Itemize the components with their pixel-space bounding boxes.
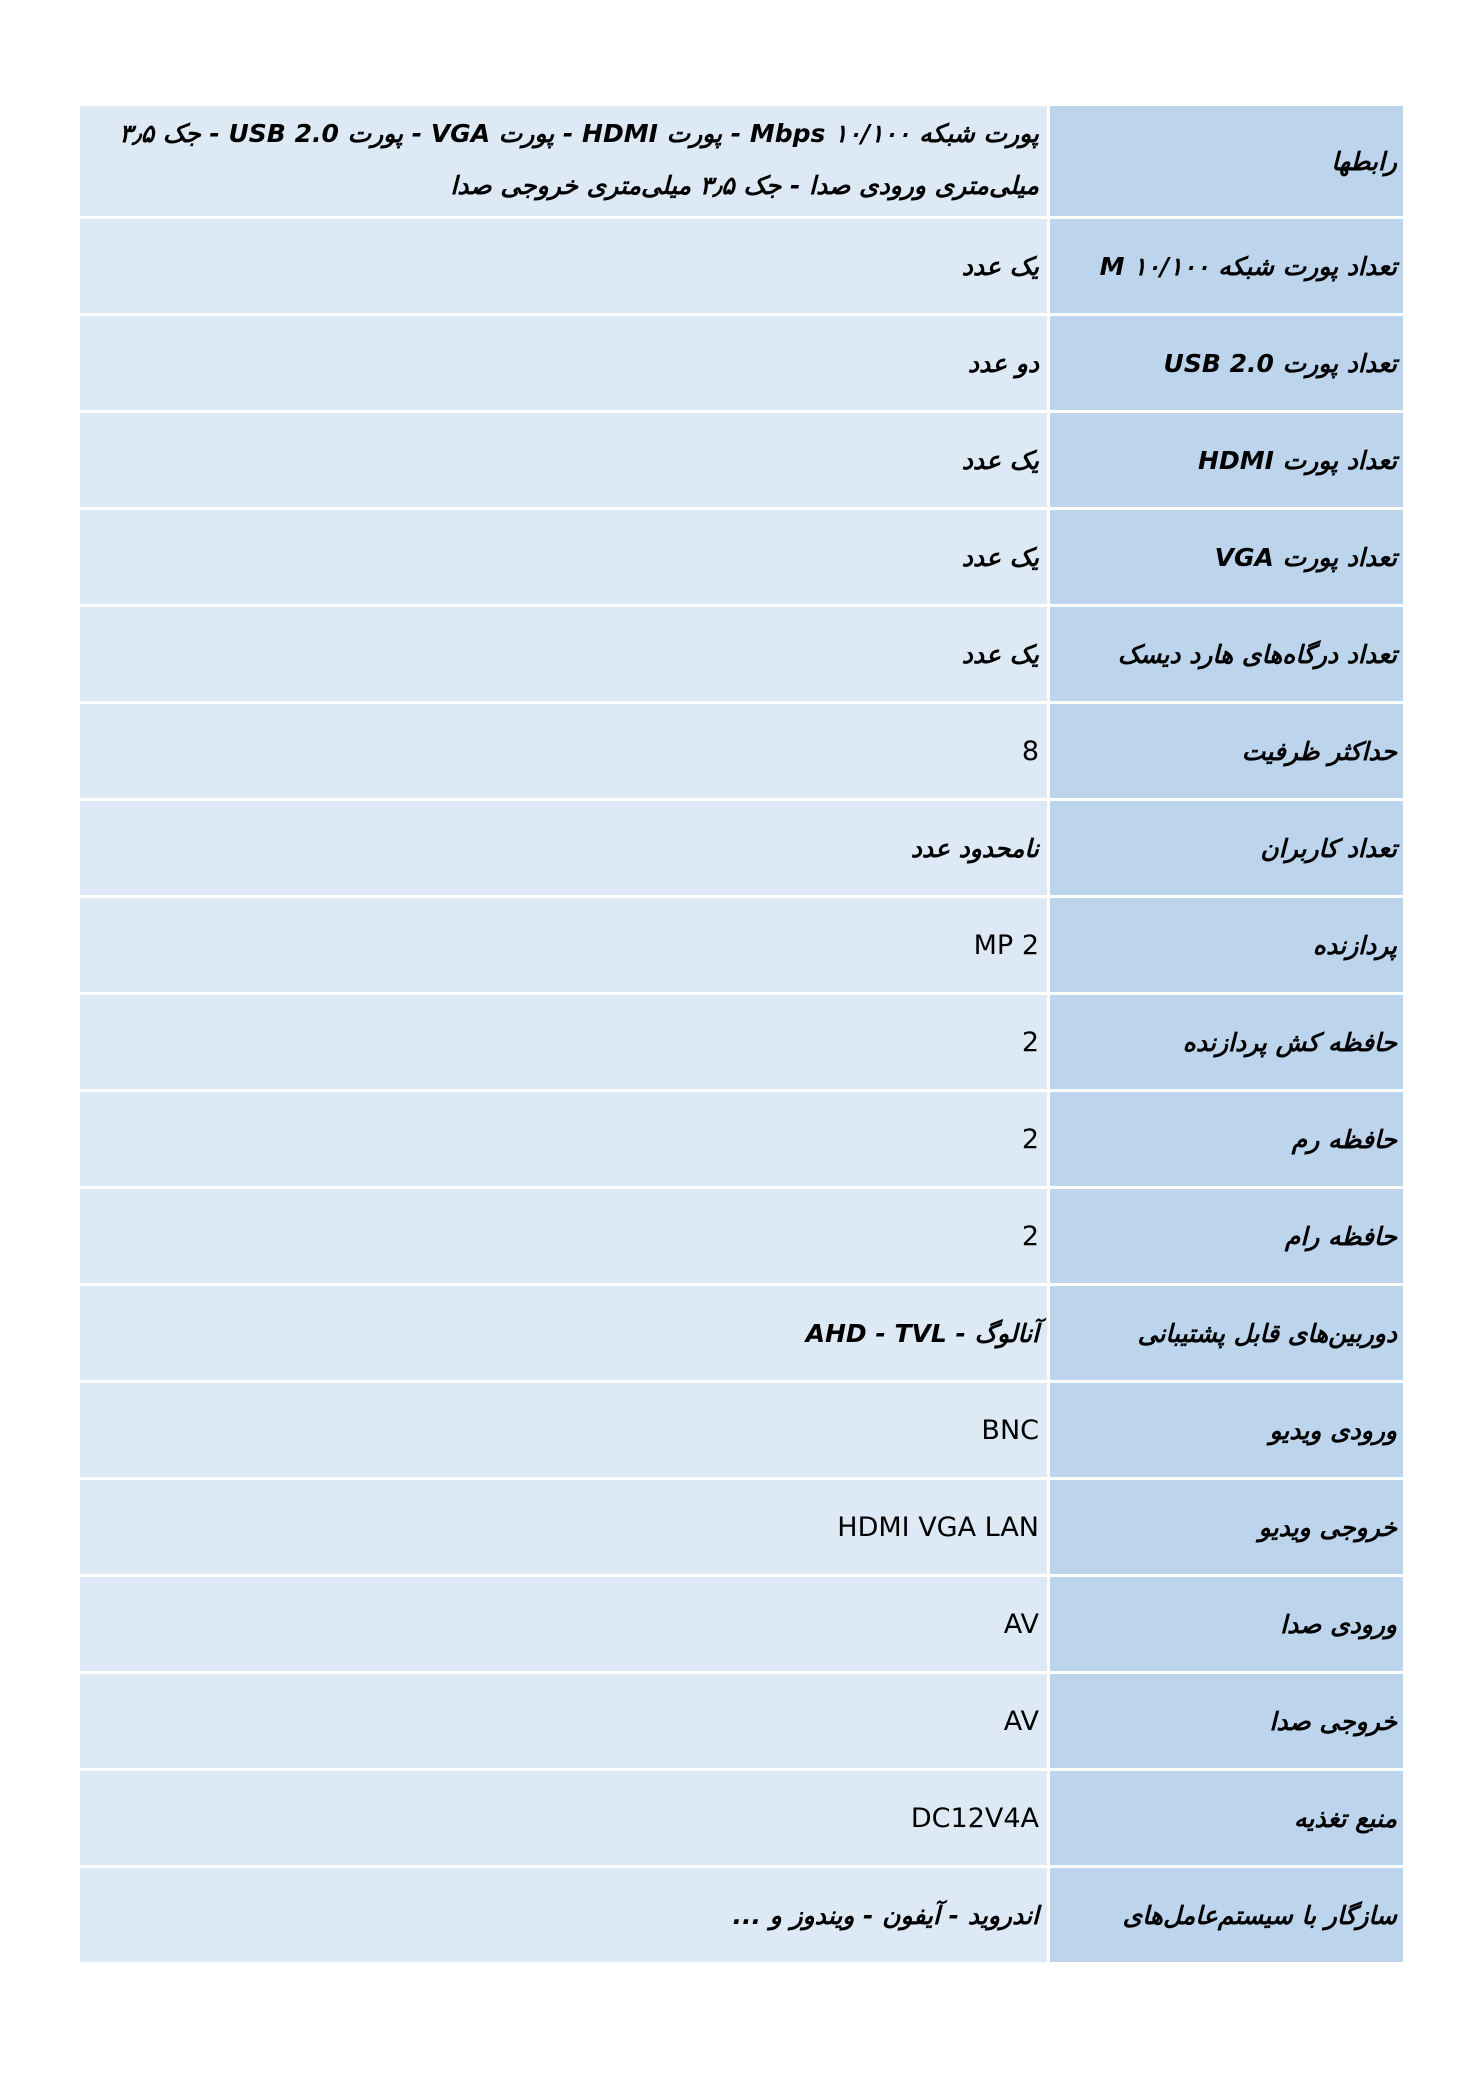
table-row (79, 703, 1405, 800)
row-value: HDMI VGA LAN (79, 1479, 1049, 1576)
table-row (79, 1382, 1405, 1479)
row-value: آنالوگ - AHD - TVL (79, 1285, 1049, 1382)
row-value: 2 MP (79, 897, 1049, 994)
table-row (79, 1673, 1405, 1770)
row-label: حافظه رم (1049, 1091, 1405, 1188)
table-row (79, 1188, 1405, 1285)
table-row (79, 1285, 1405, 1382)
table-row (79, 1479, 1405, 1576)
row-value: AV (79, 1673, 1049, 1770)
table-row (79, 218, 1405, 315)
table-row (79, 897, 1405, 994)
row-label: تعداد پورت USB 2.0 (1049, 315, 1405, 412)
row-label: رابطها (1049, 105, 1405, 218)
row-value: 2 (79, 1091, 1049, 1188)
row-value: BNC (79, 1382, 1049, 1479)
row-value: دو عدد (79, 315, 1049, 412)
row-label: تعداد درگاه‌های هارد دیسک (1049, 606, 1405, 703)
row-label: تعداد پورت HDMI (1049, 412, 1405, 509)
row-label: حافظه رام (1049, 1188, 1405, 1285)
table-row (79, 509, 1405, 606)
row-label: ورودی صدا (1049, 1576, 1405, 1673)
row-value: DC12V4A (79, 1770, 1049, 1867)
row-label: منبع تغذیه (1049, 1770, 1405, 1867)
table-row (79, 1091, 1405, 1188)
row-label: تعداد کاربران (1049, 800, 1405, 897)
row-value: 2 (79, 994, 1049, 1091)
table-row (79, 800, 1405, 897)
row-value: 8 (79, 703, 1049, 800)
table-row (79, 412, 1405, 509)
table-row (79, 1576, 1405, 1673)
table-row (79, 994, 1405, 1091)
row-value: یک عدد (79, 509, 1049, 606)
row-value: AV (79, 1576, 1049, 1673)
row-value: پورت شبکه ۱۰/۱۰۰ Mbps - پورت HDMI - پورت VGA - پورت USB 2.0 - جک ۳٫۵ میلی‌متری ورودی صدا - جک ۳٫۵ میلی‌متری خروجی صدا (79, 105, 1049, 218)
row-value: یک عدد (79, 606, 1049, 703)
row-label: ورودی ویدیو (1049, 1382, 1405, 1479)
row-label: سازگار با سیستم‌عامل‌های (1049, 1867, 1405, 1964)
row-label: تعداد پورت شبکه ۱۰/۱۰۰ M (1049, 218, 1405, 315)
row-value: نامحدود عدد (79, 800, 1049, 897)
row-label: حافظه کش پردازنده (1049, 994, 1405, 1091)
table-row (79, 315, 1405, 412)
row-label: پردازنده (1049, 897, 1405, 994)
row-value: 2 (79, 1188, 1049, 1285)
row-value: اندروید - آیفون - ویندوز و ... (79, 1867, 1049, 1964)
table-row (79, 1770, 1405, 1867)
row-label: تعداد پورت VGA (1049, 509, 1405, 606)
row-label: خروجی ویدیو (1049, 1479, 1405, 1576)
table-row (79, 606, 1405, 703)
table-row (79, 1867, 1405, 1964)
table-row (79, 105, 1405, 218)
row-label: حداکثر ظرفیت (1049, 703, 1405, 800)
row-label: خروجی صدا (1049, 1673, 1405, 1770)
row-value: یک عدد (79, 218, 1049, 315)
spec-table (77, 103, 1406, 1965)
row-label: دوربین‌های قابل پشتیبانی (1049, 1285, 1405, 1382)
row-value: یک عدد (79, 412, 1049, 509)
